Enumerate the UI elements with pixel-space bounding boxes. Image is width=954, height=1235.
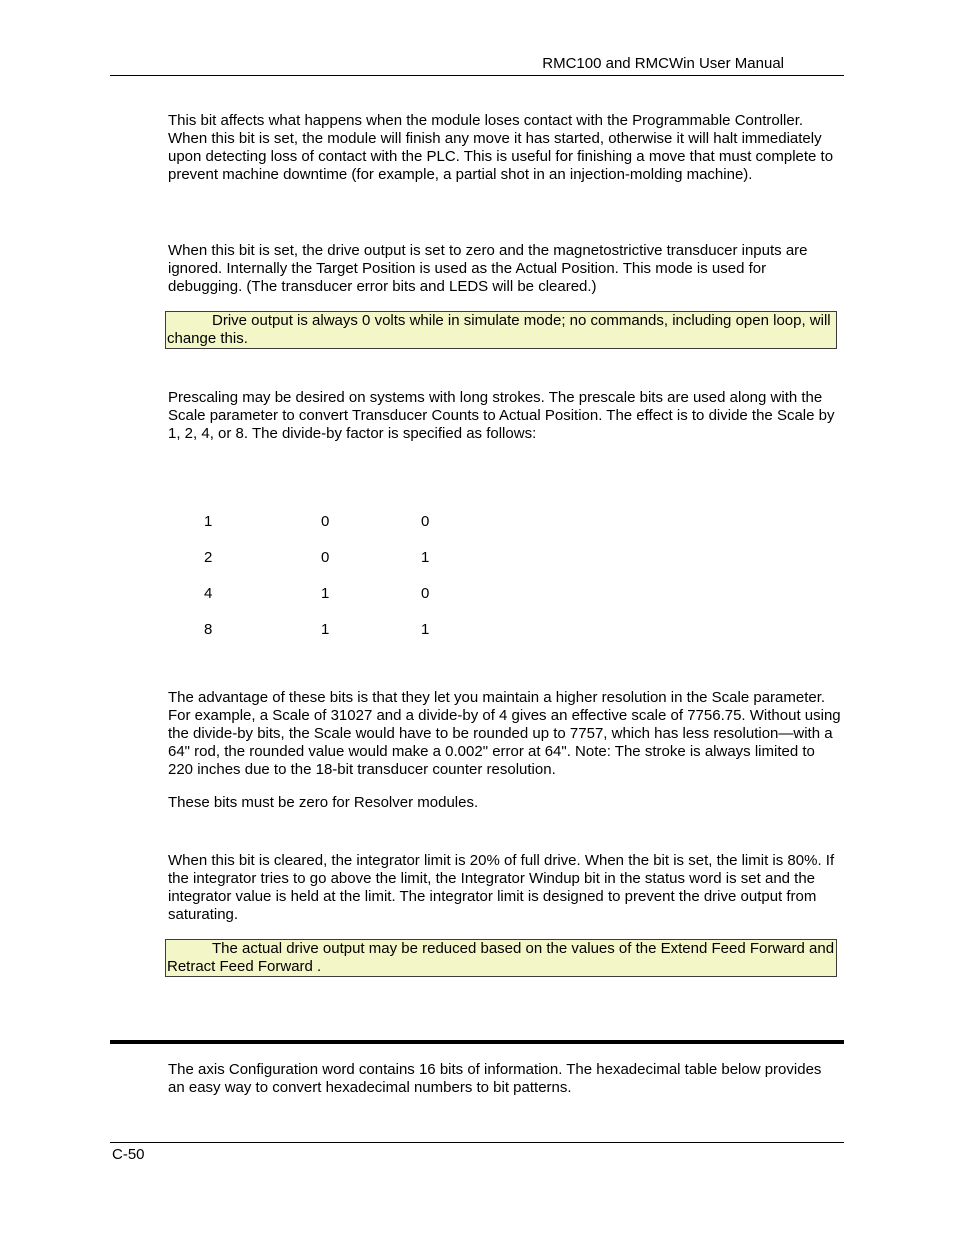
table-cell-divide-by: 2 — [204, 549, 213, 566]
table-cell-bit-high: 0 — [321, 549, 330, 566]
table-cell-bit-high: 1 — [321, 585, 330, 602]
table-cell-bit-high: 1 — [321, 621, 330, 638]
advantage-paragraph: The advantage of these bits is that they let you maintain a higher resolution in the Scale parameter. For example, a Scale of 31027 and a divide-by of 4 gives an effective scale of 7756.75. Without using the divide-by bits, the Scale would have to be rounded up to 7757, which has less resolution—with a 64" rod, the rounded value would make a 0.002" error at 64". Note: The stroke is always limited to 220 inches due to the 18-bit transducer counter resolution. — [168, 689, 841, 778]
simulate-bit-paragraph: When this bit is set, the drive output is set to zero and the magnetostrictive transducer inputs are ignored. Internally the Target Position is used as the Actual Position. This mode is used for debugging. (The transducer error bits and LEDS will be cleared.) — [168, 242, 808, 295]
integrator-note-text: The actual drive output may be reduced based on the values of the Extend Feed Forward and Retract Feed Forward . — [167, 940, 835, 975]
table-cell-bit-low: 0 — [421, 513, 430, 530]
section-rule — [110, 1040, 844, 1044]
table-cell-bit-low: 0 — [421, 585, 430, 602]
table-cell-divide-by: 4 — [204, 585, 213, 602]
halt-bit-paragraph: This bit affects what happens when the module loses contact with the Programmable Controller. When this bit is set, the module will finish any move it has started, otherwise it will halt immediately upon detecting loss of contact with the PLC. This is useful for finishing a move that must complete to prevent machine downtime (for example, a partial shot in an injection-molding machine). — [168, 112, 834, 183]
resolver-paragraph: These bits must be zero for Resolver modules. — [168, 794, 479, 811]
header-rule — [110, 75, 844, 76]
integrator-paragraph: When this bit is cleared, the integrator limit is 20% of full drive. When the bit is set, the limit is 80%. If the integrator tries to go above the limit, the Integrator Windup bit in the status word is set and the integrator value is held at the limit. The integrator limit is designed to prevent the drive output from saturating. — [168, 852, 835, 923]
running-header: RMC100 and RMCWin User Manual — [542, 55, 784, 72]
table-cell-bit-low: 1 — [421, 549, 430, 566]
config-word-paragraph: The axis Configuration word contains 16 bits of information. The hexadecimal table below provides an easy way to convert hexadecimal numbers to bit patterns. — [168, 1061, 822, 1096]
prescale-paragraph: Prescaling may be desired on systems with long strokes. The prescale bits are used along with the Scale parameter to convert Transducer Counts to Actual Position. The effect is to divide the Scale by 1, 2, 4, or 8. The divide-by factor is specified as follows: — [168, 389, 835, 442]
simulate-note-text: Drive output is always 0 volts while in simulate mode; no commands, including open loop, will change this. — [167, 312, 831, 347]
page-number: C-50 — [112, 1146, 145, 1163]
simulate-note-box — [165, 311, 837, 349]
table-cell-bit-low: 1 — [421, 621, 430, 638]
table-cell-bit-high: 0 — [321, 513, 330, 530]
footer-rule — [110, 1142, 844, 1143]
table-cell-divide-by: 1 — [204, 513, 213, 530]
table-cell-divide-by: 8 — [204, 621, 213, 638]
integrator-note-box — [165, 939, 837, 977]
